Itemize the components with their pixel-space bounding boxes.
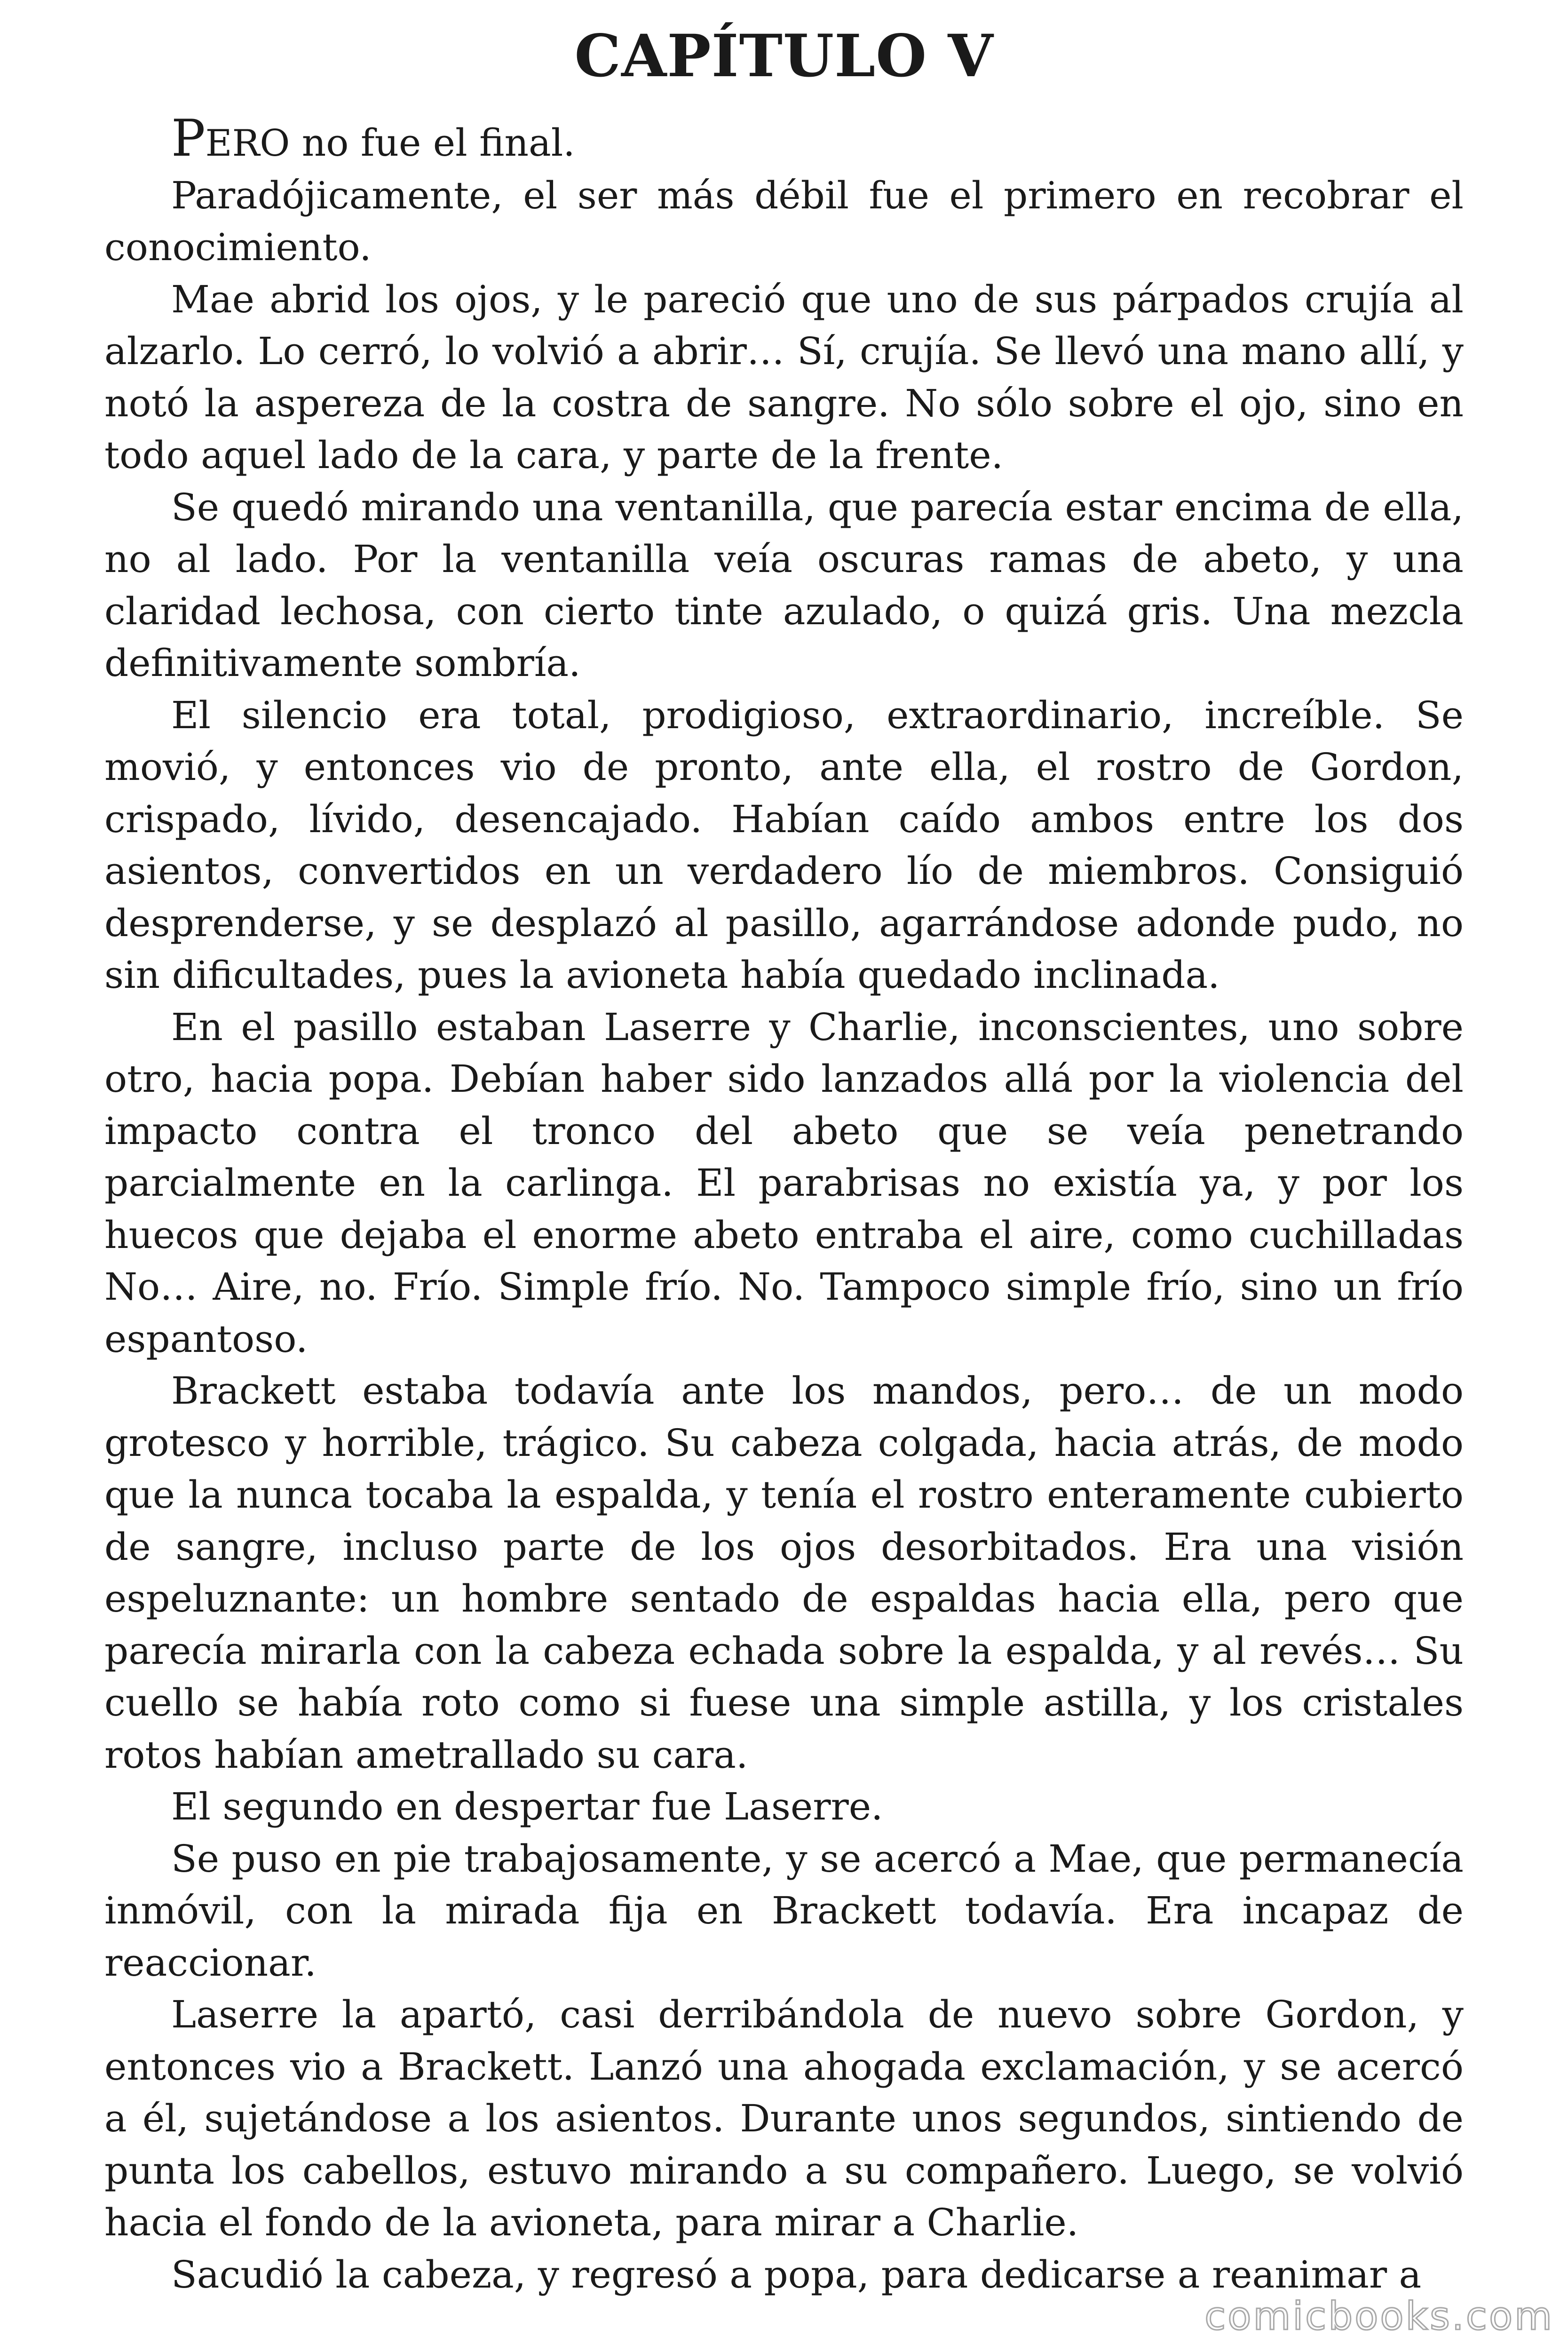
paragraph: El segundo en despertar fue Laserre.: [171, 1785, 883, 1828]
paragraph: Sacudió la cabeza, y regresó a popa, para dedicarse a reanimar a: [171, 2252, 1422, 2296]
paragraph: Se puso en pie trabajosamente, y se acercó a Mae, que permanecía inmóvil, con la mirada fija en Brackett todavía. Era incapaz de reaccionar.: [104, 1836, 1464, 1985]
paragraph: Brackett estaba todavía ante los mandos, pero… de un modo grotesco y horrible, trágico. Su cabeza colgada, hacia atrás, de modo que la nunca tocaba la espalda, y tenía el rostro enteramente cubierto de sangre, incluso parte de los ojos desorbitados. Era una visión espeluznante: un hombre sentado de espaldas hacia ella, pero que parecía mirarla con la cabeza echada sobre la espalda, y al revés… Su cuello se había roto como si fuese una simple astilla, y los cristales rotos habían ametrallado su cara.: [104, 1369, 1464, 1777]
watermark: comicbooks.com: [1204, 2294, 1554, 2339]
opening-capital: P: [171, 109, 206, 168]
paragraph: En el pasillo estaban Laserre y Charlie, inconscientes, uno sobre otro, hacia popa. Debían haber sido lanzados allá por la violencia del impacto contra el tronco del abeto que se veía penetrando parcialmente en la carlinga. El parabrisas no existía ya, y por los huecos que dejaba el enorme abeto entraba el aire, como cuchilladas No… Aire, no. Frío. Simple frío. No. Tampoco simple frío, sino un frío espantoso.: [104, 1005, 1464, 1361]
opening-paragraph: [104, 109, 1464, 170]
paragraph: Paradójicamente, el ser más débil fue el primero en recobrar el conocimiento.: [104, 173, 1464, 269]
opening-rest: no fue el final.: [290, 121, 575, 165]
book-page: [104, 19, 1464, 2301]
paragraph: El silencio era total, prodigioso, extraordinario, increíble. Se movió, y entonces vio de pronto, ante ella, el rostro de Gordon, crispado, lívido, desencajado. Habían caído ambos entre los dos asientos, convertidos en un verdadero lío de miembros. Consiguió desprenderse, y se desplazó al pasillo, agarrándose adonde pudo, no sin dificultades, pues la avioneta había quedado inclinada.: [104, 693, 1464, 997]
chapter-title: CAPÍTULO V: [574, 22, 994, 90]
paragraph: Laserre la apartó, casi derribándola de nuevo sobre Gordon, y entonces vio a Brackett. Lanzó una ahogada exclamación, y se acercó a él, sujetándose a los asientos. Durante unos segundos, sintiendo de punta los cabellos, estuvo mirando a su compañero. Luego, se volvió hacia el fondo de la avioneta, para mirar a Charlie.: [104, 1993, 1464, 2244]
opening-small-caps: ERO: [205, 122, 290, 165]
paragraph: Mae abrid los ojos, y le pareció que uno de sus párpados crujía al alzarlo. Lo cerró, lo volvió a abrir… Sí, crujía. Se llevó una mano allí, y notó la aspereza de la costra de sangre. No sólo sobre el ojo, sino en todo aquel lado de la cara, y parte de la frente.: [104, 277, 1464, 477]
paragraph: Se quedó mirando una ventanilla, que parecía estar encima de ella, no al lado. Por la ventanilla veía oscuras ramas de abeto, y una claridad lechosa, con cierto tinte azulado, o quizá gris. Una mezcla definitivamente sombría.: [104, 485, 1464, 685]
